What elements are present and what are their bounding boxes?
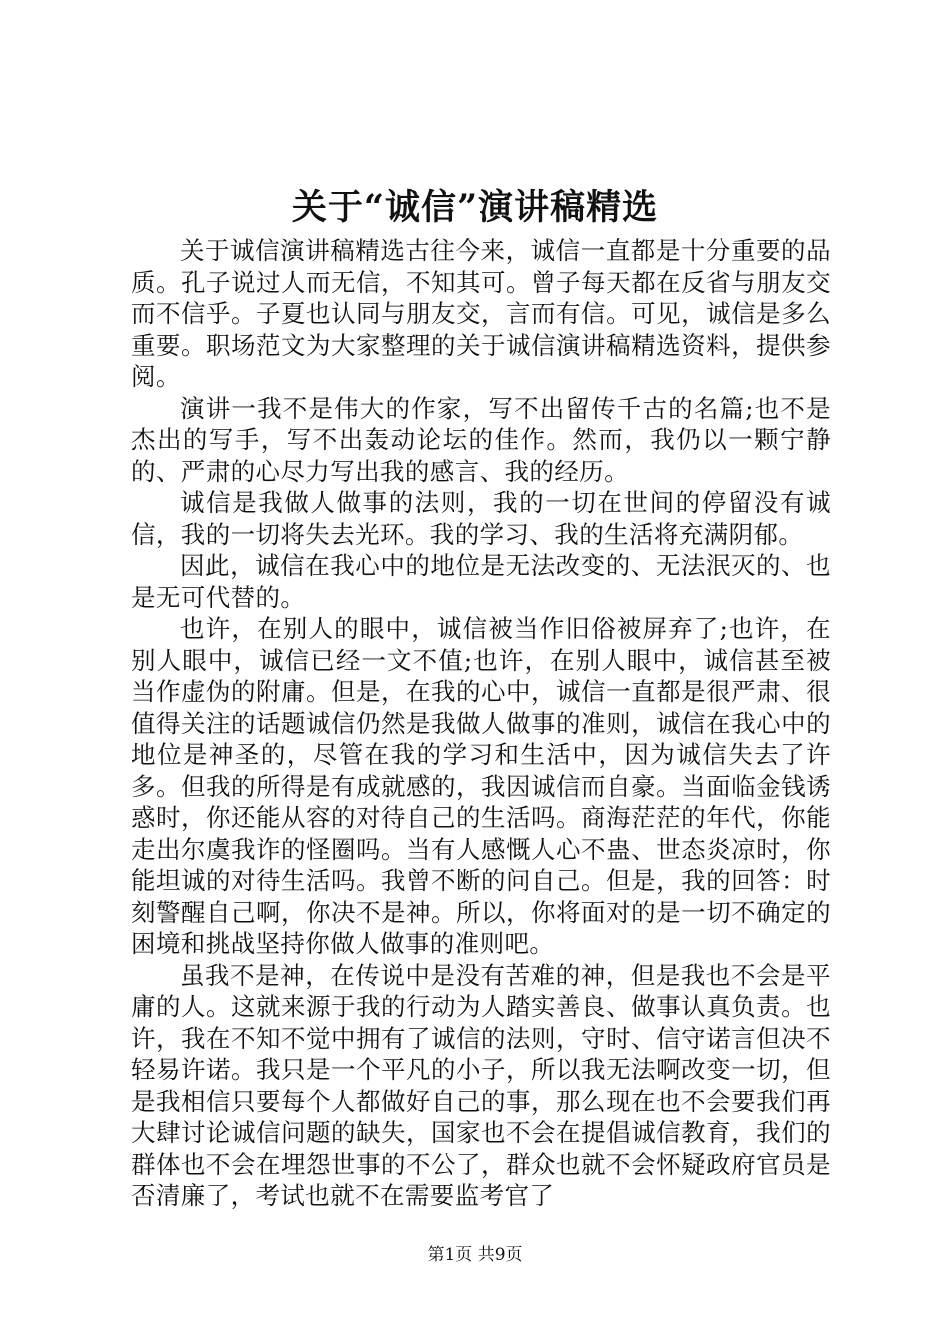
paragraph: 诚信是我做人做事的法则，我的一切在世间的停留没有诚信，我的一切将失去光环。我的学习、我的生活将充满阴郁。 (131, 488, 831, 549)
paragraph: 虽我不是神，在传说中是没有苦难的神，但是我也不会是平庸的人。这就来源于我的行动为人踏实善良、做事认真负责。也许，我在不知不觉中拥有了诚信的法则，守时、信守诺言但决不轻易许诺。我只是一个平凡的小子，所以我无法啊改变一切，但是我相信只要每个人都做好自己的事，那么现在也不会要我们再大肆讨论诚信问题的缺失，国家也不会在提倡诚信教育，我们的群体也不会在埋怨世事的不公了，群众也就不会怀疑政府官员是否清廉了，考试也就不在需要监考官了 (131, 960, 831, 1210)
paragraph: 关于诚信演讲稿精选古往今来，诚信一直都是十分重要的品质。孔子说过人而无信，不知其可。曾子每天都在反省与朋友交而不信乎。子夏也认同与朋友交，言而有信。可见，诚信是多么重要。职场范文为大家整理的关于诚信演讲稿精选资料，提供参阅。 (131, 236, 831, 391)
document-title: 关于“诚信”演讲稿精选 (291, 187, 659, 228)
document-body (131, 235, 831, 1212)
page-number-footer: 第1页 共9页 (427, 1245, 523, 1265)
paragraph: 也许，在别人的眼中，诚信被当作旧俗被屏弃了;也许，在别人眼中，诚信已经一文不值;也许，在别人眼中，诚信甚至被当作虚伪的附庸。但是，在我的心中，诚信一直都是很严肃、很值得关注的话题诚信仍然是我做人做事的准则，诚信在我心中的地位是神圣的，尽管在我的学习和生活中，因为诚信失去了许多。但我的所得是有成就感的，我因诚信而自豪。当面临金钱诱惑时，你还能从容的对待自己的生活吗。商海茫茫的年代，你能走出尔虞我诈的怪圈吗。当有人感慨人心不蛊、世态炎凉时，你能坦诚的对待生活吗。我曾不断的问自己。但是，我的回答：时刻警醒自己啊，你决不是神。所以，你将面对的是一切不确定的困境和挑战坚持你做人做事的准则吧。 (131, 614, 831, 958)
paragraph: 因此，诚信在我心中的地位是无法改变的、无法泯灭的、也是无可代替的。 (131, 551, 831, 612)
paragraph: 演讲一我不是伟大的作家，写不出留传千古的名篇;也不是杰出的写手，写不出轰动论坛的佳作。然而，我仍以一颗宁静的、严肃的心尽力写出我的感言、我的经历。 (131, 393, 831, 486)
